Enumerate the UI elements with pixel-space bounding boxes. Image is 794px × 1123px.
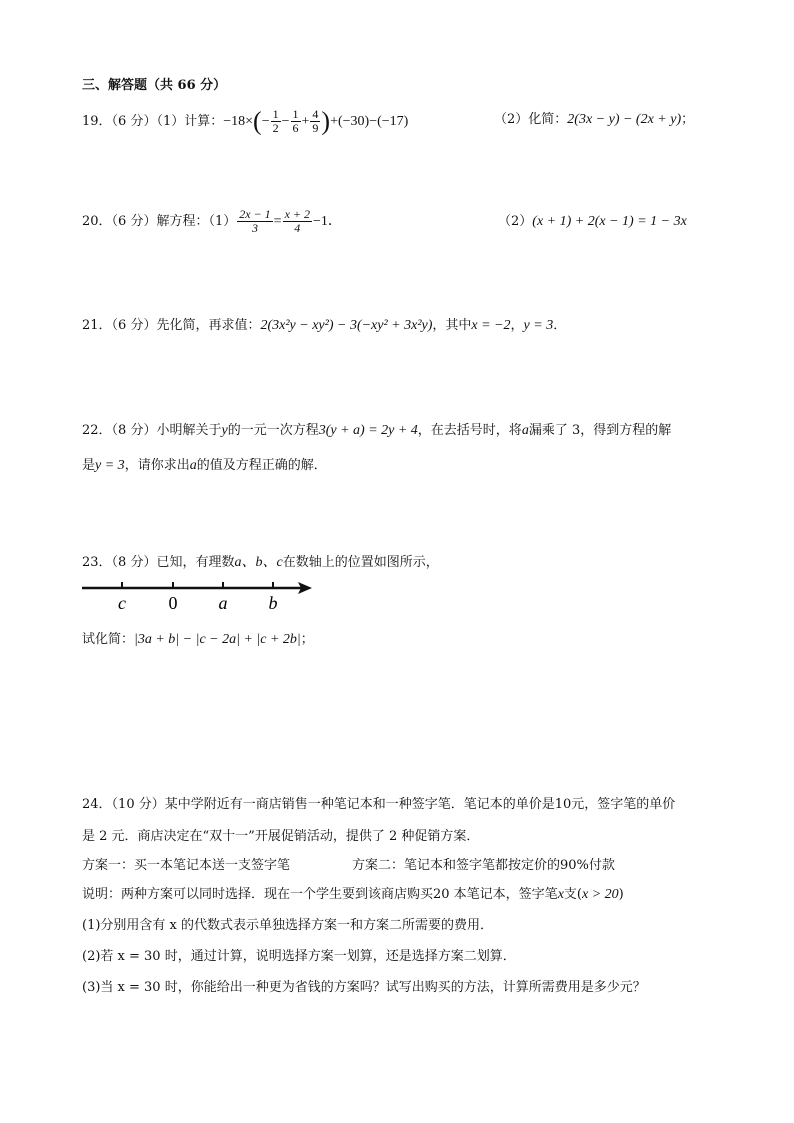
q19-part2-expr: 2(3x − y) − (2x + y) <box>567 112 682 127</box>
q20-part1-tail: −1． <box>313 214 342 229</box>
question-21: 21．（6 分）先化简，再求值：2(3x²y − xy²) − 3(−xy² + 3x²y)，其中x = −2，y = 3． <box>82 318 567 333</box>
q22-solution: y = 3 <box>95 458 125 473</box>
q20-part2-label: （2） <box>498 214 533 229</box>
q21-expr: 2(3x²y − xy²) − 3(−xy² + 3x²y) <box>260 318 433 333</box>
q24-plan1: 方案一：买一本笔记本送一支签字笔 <box>82 858 291 873</box>
q19-part1-tail: +(−30)−(−17) <box>330 114 409 129</box>
q22-score: （8 分） <box>111 423 157 438</box>
question-24-line1: 24．（10 分）某中学附近有一商店销售一种笔记本和一种签字笔．笔记本的单价是10元，签字笔的单价 <box>82 797 676 812</box>
q19-fraction-2: $\frac{1}{6}$ <box>292 107 299 135</box>
q23-simplify: 试化简：|3a + b| − |c − 2a| + |c + 2b|； <box>82 632 314 647</box>
question-22-line2: 是y = 3，请你求出a的值及方程正确的解． <box>82 458 327 473</box>
q23-score: （8 分） <box>111 555 157 570</box>
question-22-line1: 22．（8 分）小明解关于y的一元一次方程3(y + a) = 2y + 4，在去括号时，将a漏乘了 3，得到方程的解 <box>82 423 672 438</box>
q20-part2-expr: (x + 1) + 2(x − 1) = 1 − 3x <box>532 214 687 229</box>
question-19: 19．（6 分）（1）计算：−18×(− $\frac{1}{2}$ − $\frac{1}{6}$ + $\frac{4}{9}$ )+(−30)−(−17) <box>82 106 409 136</box>
number-line <box>80 578 320 614</box>
q19-part1-label: （1）计算： <box>156 114 224 129</box>
q19-part2-label: （2）化简： <box>494 112 568 127</box>
q24-score: （10 分） <box>111 797 165 812</box>
q21-score: （6 分） <box>111 318 157 333</box>
q21-number: 21． <box>82 318 112 333</box>
q24-number: 24． <box>82 797 112 812</box>
q20-fraction-right: $\frac{x + 2}{4}$ <box>284 207 311 235</box>
q22-number: 22． <box>82 423 112 438</box>
q19-fraction-3: $\frac{4}{9}$ <box>312 107 319 135</box>
q20-number: 20． <box>82 214 112 229</box>
q19-fraction-1: $\frac{1}{2}$ <box>272 107 279 135</box>
section-title: 三、解答题（共 66 分） <box>82 78 227 93</box>
q19-number: 19． <box>82 114 112 129</box>
q19-paren-close: ) <box>321 106 331 136</box>
question-20: 20．（6 分）解方程：（1） $\frac{2x - 1}{3}$ = $\frac{x + 2}{4}$ −1． <box>82 207 342 235</box>
q24-subquestion-2: (2)若 x = 30 时，通过计算，说明选择方案一划算，还是选择方案二划算． <box>82 949 516 964</box>
q20-part1-label: 解方程：（1） <box>156 214 237 229</box>
q21-text: 先化简，再求值： <box>156 318 261 333</box>
question-24-line2: 是 2 元．商店决定在“双十一”开展促销活动，提供了 2 种促销方案． <box>82 829 480 844</box>
q24-subquestion-1: (1)分别用含有 x 的代数式表示单独选择方案一和方案二所需要的费用． <box>82 918 494 933</box>
label-c: c <box>118 593 126 613</box>
q19-score: （6 分） <box>111 114 157 129</box>
q23-simplify-expr: |3a + b| − |c − 2a| + |c + 2b| <box>134 632 301 647</box>
label-a: a <box>218 593 228 613</box>
q21-cond-y: y = 3 <box>523 318 554 333</box>
q20-part2 <box>498 212 687 232</box>
label-b: b <box>268 593 278 613</box>
label-zero: 0 <box>168 593 178 613</box>
q19-part1-lead: −18× <box>223 114 254 129</box>
q20-score: （6 分） <box>111 214 157 229</box>
q24-plan2: 方案二：笔记本和签字笔都按定价的90%付款 <box>352 858 615 873</box>
q24-note: 说明：两种方案可以同时选择．现在一个学生要到该商店购买20 本笔记本，签字笔x支(x > 20) <box>82 887 624 902</box>
q19-paren-open: ( <box>253 106 262 136</box>
q22-equation: 3(y + a) = 2y + 4 <box>318 423 418 438</box>
question-23: 23．（8 分）已知，有理数a、b、c在数轴上的位置如图所示， <box>82 555 439 570</box>
q19-part2: （2）化简：2(3x − y) − (2x + y)； <box>494 112 695 127</box>
q24-subquestion-3: (3)当 x = 30 时，你能给出一种更为省钱的方案吗？试写出购买的方法，计算所需费用是多少元？ <box>82 980 646 995</box>
q23-vars: a、b、c <box>234 555 283 570</box>
q20-fraction-left: $\frac{2x - 1}{3}$ <box>239 207 271 235</box>
q21-cond-x: x = −2 <box>471 318 511 333</box>
q23-number: 23． <box>82 555 112 570</box>
